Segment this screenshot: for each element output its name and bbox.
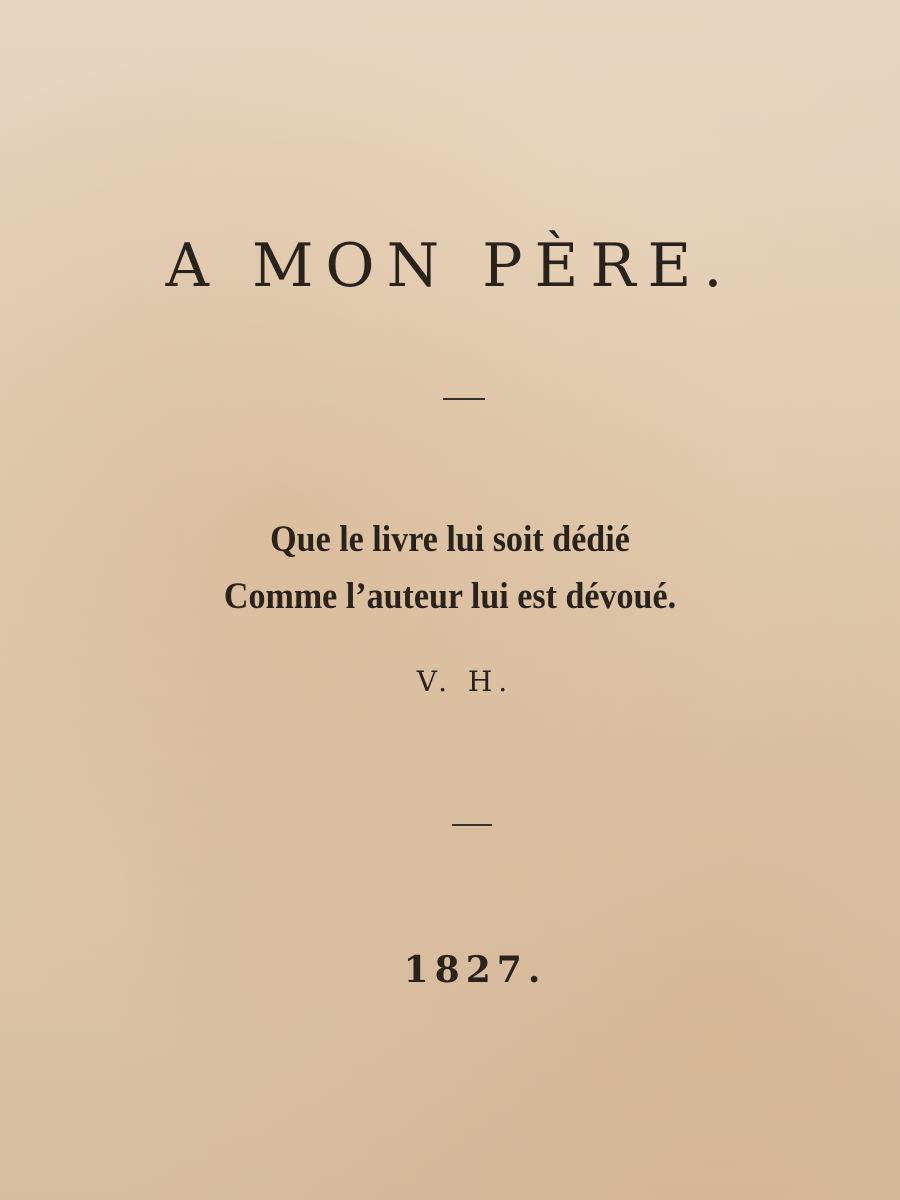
dedication-title: A MON PÈRE. [165, 231, 735, 301]
divider-bottom [452, 824, 492, 826]
divider-top [443, 398, 485, 400]
publication-year: 1827. [403, 949, 547, 991]
epigraph-line-1: Que le livre lui soit dédié [270, 519, 630, 560]
signature-initials: V. H. [416, 665, 514, 698]
epigraph-line-2: Comme l’auteur lui est dévoué. [223, 576, 677, 617]
